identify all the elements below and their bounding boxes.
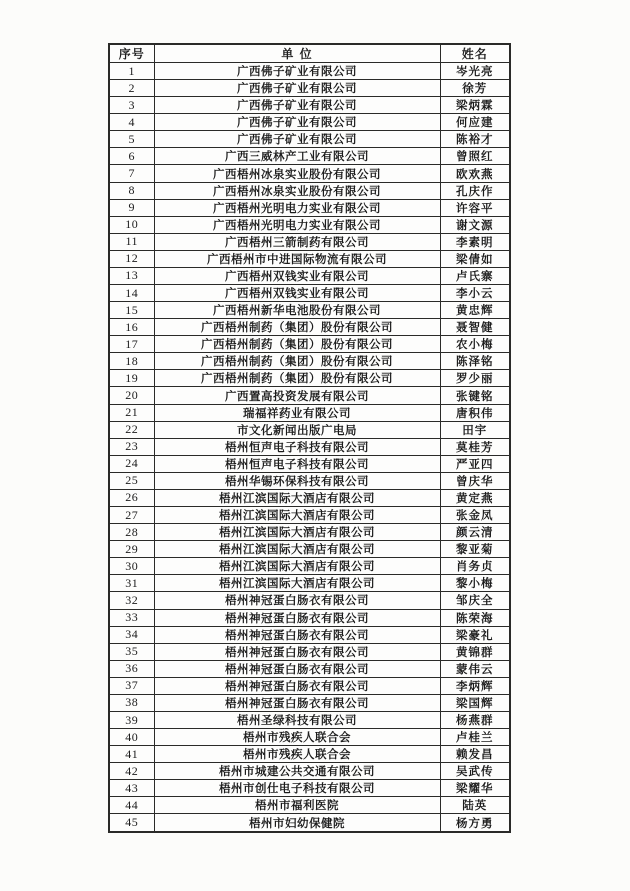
unit-cell: 梧州江滨国际大酒店有限公司 [154, 524, 440, 541]
name-cell: 卢桂兰 [440, 729, 510, 746]
row-number-cell: 7 [109, 165, 154, 182]
row-number-cell: 34 [109, 626, 154, 643]
table-row [109, 763, 510, 780]
unit-cell: 梧州市妇幼保健院 [154, 814, 440, 832]
name-cell: 欧欢燕 [440, 165, 510, 182]
name-cell: 梁炳霖 [440, 97, 510, 114]
row-number-cell: 17 [109, 336, 154, 353]
unit-cell: 梧州市创仕电子科技有限公司 [154, 780, 440, 797]
unit-cell: 广西置高投资发展有限公司 [154, 387, 440, 404]
unit-cell: 广西佛子矿业有限公司 [154, 80, 440, 97]
name-cell: 莫桂芳 [440, 438, 510, 455]
row-number-cell: 25 [109, 472, 154, 489]
name-cell: 蒙伟云 [440, 660, 510, 677]
name-cell: 田宇 [440, 421, 510, 438]
unit-cell: 广西梧州制药（集团）股份有限公司 [154, 370, 440, 387]
table-row [109, 319, 510, 336]
name-cell: 严亚四 [440, 455, 510, 472]
name-cell: 陆英 [440, 797, 510, 814]
row-number-cell: 19 [109, 370, 154, 387]
table-row [109, 216, 510, 233]
table-row [109, 507, 510, 524]
row-number-cell: 10 [109, 216, 154, 233]
unit-cell: 梧州神冠蛋白肠衣有限公司 [154, 609, 440, 626]
unit-cell: 梧州神冠蛋白肠衣有限公司 [154, 677, 440, 694]
row-number-cell: 13 [109, 267, 154, 284]
table-row [109, 575, 510, 592]
table-row [109, 267, 510, 284]
row-number-cell: 28 [109, 524, 154, 541]
name-cell: 黄锦群 [440, 643, 510, 660]
name-cell: 农小梅 [440, 336, 510, 353]
unit-cell: 瑞福祥药业有限公司 [154, 404, 440, 421]
row-number-cell: 3 [109, 97, 154, 114]
row-number-cell: 29 [109, 541, 154, 558]
row-number-cell: 18 [109, 353, 154, 370]
unit-cell: 广西梧州双钱实业有限公司 [154, 267, 440, 284]
table-row [109, 558, 510, 575]
name-cell: 卢氏寨 [440, 267, 510, 284]
table-row [109, 780, 510, 797]
table-row [109, 199, 510, 216]
name-cell: 黄忠辉 [440, 302, 510, 319]
column-header-unit: 单 位 [154, 44, 440, 63]
name-cell: 陈泽铭 [440, 353, 510, 370]
row-number-cell: 40 [109, 729, 154, 746]
table-row [109, 438, 510, 455]
name-cell: 罗少丽 [440, 370, 510, 387]
unit-cell: 广西佛子矿业有限公司 [154, 97, 440, 114]
roster-table [108, 43, 511, 833]
table-row [109, 746, 510, 763]
table-row [109, 729, 510, 746]
name-cell: 张键铭 [440, 387, 510, 404]
row-number-cell: 23 [109, 438, 154, 455]
unit-cell: 广西梧州冰泉实业股份有限公司 [154, 165, 440, 182]
unit-cell: 广西佛子矿业有限公司 [154, 114, 440, 131]
table-row [109, 80, 510, 97]
name-cell: 何应建 [440, 114, 510, 131]
unit-cell: 梧州神冠蛋白肠衣有限公司 [154, 660, 440, 677]
name-cell: 黎小梅 [440, 575, 510, 592]
table-row [109, 97, 510, 114]
table-row [109, 63, 510, 80]
name-cell: 梁倩如 [440, 250, 510, 267]
row-number-cell: 20 [109, 387, 154, 404]
unit-cell: 梧州市城建公共交通有限公司 [154, 763, 440, 780]
row-number-cell: 1 [109, 63, 154, 80]
table-row [109, 592, 510, 609]
table-row [109, 165, 510, 182]
unit-cell: 梧州江滨国际大酒店有限公司 [154, 489, 440, 506]
name-cell: 孔庆作 [440, 182, 510, 199]
name-cell: 梁耀华 [440, 780, 510, 797]
unit-cell: 梧州市残疾人联合会 [154, 729, 440, 746]
name-cell: 李炳辉 [440, 677, 510, 694]
table-row [109, 455, 510, 472]
row-number-cell: 9 [109, 199, 154, 216]
name-cell: 颜云清 [440, 524, 510, 541]
row-number-cell: 11 [109, 233, 154, 250]
name-cell: 黎亚菊 [440, 541, 510, 558]
unit-cell: 梧州华锡环保科技有限公司 [154, 472, 440, 489]
unit-cell: 广西梧州制药（集团）股份有限公司 [154, 319, 440, 336]
row-number-cell: 6 [109, 148, 154, 165]
table-row [109, 489, 510, 506]
unit-cell: 广西佛子矿业有限公司 [154, 131, 440, 148]
name-cell: 李小云 [440, 285, 510, 302]
table-row [109, 404, 510, 421]
row-number-cell: 30 [109, 558, 154, 575]
row-number-cell: 45 [109, 814, 154, 832]
table-header-row [109, 44, 510, 63]
table-row [109, 285, 510, 302]
table-row [109, 114, 510, 131]
table-row [109, 370, 510, 387]
name-cell: 许容平 [440, 199, 510, 216]
row-number-cell: 39 [109, 711, 154, 728]
unit-cell: 广西三威林产工业有限公司 [154, 148, 440, 165]
table-row [109, 472, 510, 489]
row-number-cell: 24 [109, 455, 154, 472]
unit-cell: 梧州江滨国际大酒店有限公司 [154, 575, 440, 592]
row-number-cell: 33 [109, 609, 154, 626]
name-cell: 邹庆全 [440, 592, 510, 609]
table-row [109, 711, 510, 728]
name-cell: 赖发昌 [440, 746, 510, 763]
row-number-cell: 16 [109, 319, 154, 336]
unit-cell: 梧州神冠蛋白肠衣有限公司 [154, 592, 440, 609]
name-cell: 岑光亮 [440, 63, 510, 80]
unit-cell: 广西梧州市中进国际物流有限公司 [154, 250, 440, 267]
table-row [109, 797, 510, 814]
name-cell: 梁豪礼 [440, 626, 510, 643]
unit-cell: 广西佛子矿业有限公司 [154, 63, 440, 80]
table-row [109, 421, 510, 438]
name-cell: 杨燕群 [440, 711, 510, 728]
name-cell: 杨方勇 [440, 814, 510, 832]
unit-cell: 广西梧州光明电力实业有限公司 [154, 216, 440, 233]
row-number-cell: 14 [109, 285, 154, 302]
name-cell: 徐芳 [440, 80, 510, 97]
unit-cell: 梧州神冠蛋白肠衣有限公司 [154, 694, 440, 711]
name-cell: 李素明 [440, 233, 510, 250]
unit-cell: 广西梧州三箭制药有限公司 [154, 233, 440, 250]
name-cell: 谢文源 [440, 216, 510, 233]
table-row [109, 814, 510, 832]
name-cell: 陈裕才 [440, 131, 510, 148]
table-row [109, 148, 510, 165]
unit-cell: 梧州恒声电子科技有限公司 [154, 455, 440, 472]
unit-cell: 梧州市福利医院 [154, 797, 440, 814]
table-row [109, 250, 510, 267]
row-number-cell: 27 [109, 507, 154, 524]
row-number-cell: 38 [109, 694, 154, 711]
name-cell: 张金凤 [440, 507, 510, 524]
table-row [109, 609, 510, 626]
column-header-name: 姓名 [440, 44, 510, 63]
table-row [109, 660, 510, 677]
row-number-cell: 41 [109, 746, 154, 763]
unit-cell: 市文化新闻出版广电局 [154, 421, 440, 438]
name-cell: 梁国辉 [440, 694, 510, 711]
unit-cell: 广西梧州双钱实业有限公司 [154, 285, 440, 302]
table-row [109, 524, 510, 541]
unit-cell: 梧州江滨国际大酒店有限公司 [154, 541, 440, 558]
table-row [109, 643, 510, 660]
table-row [109, 353, 510, 370]
unit-cell: 梧州神冠蛋白肠衣有限公司 [154, 626, 440, 643]
name-cell: 肖务贞 [440, 558, 510, 575]
row-number-cell: 37 [109, 677, 154, 694]
unit-cell: 梧州江滨国际大酒店有限公司 [154, 507, 440, 524]
row-number-cell: 26 [109, 489, 154, 506]
row-number-cell: 43 [109, 780, 154, 797]
row-number-cell: 8 [109, 182, 154, 199]
table-row [109, 336, 510, 353]
table-row [109, 182, 510, 199]
table-row [109, 131, 510, 148]
row-number-cell: 15 [109, 302, 154, 319]
unit-cell: 梧州圣绿科技有限公司 [154, 711, 440, 728]
row-number-cell: 44 [109, 797, 154, 814]
unit-cell: 梧州市残疾人联合会 [154, 746, 440, 763]
name-cell: 唐积伟 [440, 404, 510, 421]
unit-cell: 广西梧州光明电力实业有限公司 [154, 199, 440, 216]
table-row [109, 694, 510, 711]
row-number-cell: 21 [109, 404, 154, 421]
table-row [109, 626, 510, 643]
unit-cell: 梧州恒声电子科技有限公司 [154, 438, 440, 455]
row-number-cell: 5 [109, 131, 154, 148]
unit-cell: 广西梧州新华电池股份有限公司 [154, 302, 440, 319]
row-number-cell: 4 [109, 114, 154, 131]
table-row [109, 233, 510, 250]
row-number-cell: 32 [109, 592, 154, 609]
name-cell: 聂智健 [440, 319, 510, 336]
name-cell: 吴武传 [440, 763, 510, 780]
row-number-cell: 36 [109, 660, 154, 677]
unit-cell: 梧州神冠蛋白肠衣有限公司 [154, 643, 440, 660]
unit-cell: 广西梧州制药（集团）股份有限公司 [154, 336, 440, 353]
unit-cell: 梧州江滨国际大酒店有限公司 [154, 558, 440, 575]
unit-cell: 广西梧州冰泉实业股份有限公司 [154, 182, 440, 199]
name-cell: 曾照红 [440, 148, 510, 165]
table-row [109, 387, 510, 404]
row-number-cell: 31 [109, 575, 154, 592]
name-cell: 曾庆华 [440, 472, 510, 489]
row-number-cell: 42 [109, 763, 154, 780]
table-body [109, 63, 510, 833]
column-header-serial-number: 序号 [109, 44, 154, 63]
table-row [109, 541, 510, 558]
row-number-cell: 22 [109, 421, 154, 438]
row-number-cell: 2 [109, 80, 154, 97]
name-cell: 黄定燕 [440, 489, 510, 506]
table-row [109, 302, 510, 319]
row-number-cell: 12 [109, 250, 154, 267]
unit-cell: 广西梧州制药（集团）股份有限公司 [154, 353, 440, 370]
name-cell: 陈荣海 [440, 609, 510, 626]
row-number-cell: 35 [109, 643, 154, 660]
table-row [109, 677, 510, 694]
